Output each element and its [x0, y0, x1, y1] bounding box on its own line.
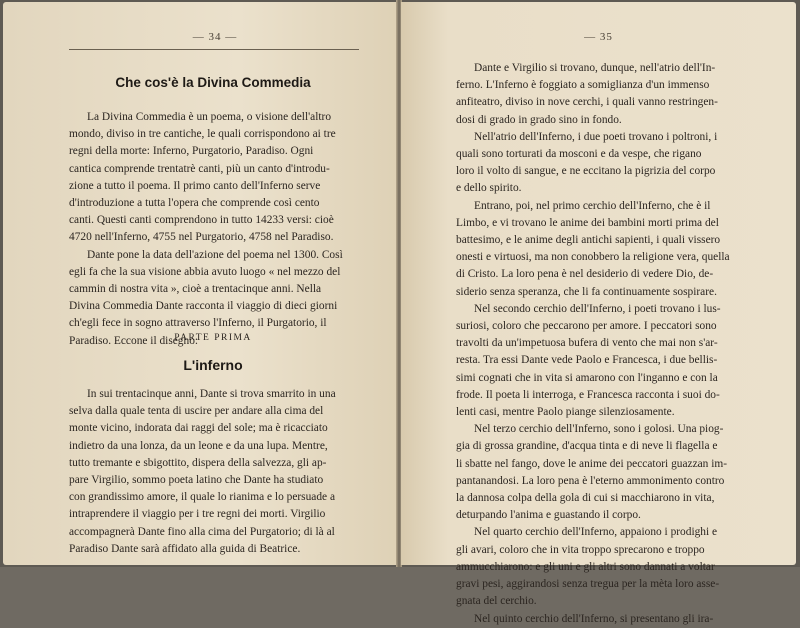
text-line: anfiteatro, diviso in nove cerchi, i quali vanno restringen-: [456, 96, 718, 109]
text-line: gnata del cerchio.: [456, 595, 537, 608]
text-line: regni della morte: Inferno, Purgatorio, Paradiso. Ogni: [69, 145, 314, 158]
text-line: monte vicino, indorata dai raggi del sole; ma è ricacciato: [69, 422, 328, 435]
text-line: con grandissimo amore, il quale lo rianima e lo persuade a: [69, 491, 336, 504]
text-line: la dannosa colpa della gola di cui si macchiarono in vita,: [456, 492, 715, 505]
text-line: resta. Tra essi Dante vede Paolo e Francesca, i due bellis-: [456, 354, 718, 367]
text-line: Nel quinto cerchio dell'Inferno, si presentano gli ira-: [474, 612, 714, 625]
text-line: cantica comprende trentatrè canti, più un canto d'introdu-: [69, 162, 330, 175]
text-line: d'introduzione a tutta l'opera che comprende così cento: [69, 197, 320, 210]
text-line: Nel quarto cerchio dell'Inferno, appaiono i prodighi e: [474, 526, 718, 539]
text-line: gravi pesi, aggirandosi senza tregua per la mèta loro asse-: [456, 578, 720, 591]
text-line: pare Virgilio, sommo poeta latino che Dante ha studiato: [69, 474, 324, 487]
text-line: gli avari, coloro che in vita troppo sprecarono e troppo: [456, 543, 705, 556]
text-line: Divina Commedia Dante racconta il viaggio di dieci giorni: [69, 300, 338, 313]
text-line: di Cristo. La loro pena è nel desiderio di vedere Dio, de-: [456, 268, 714, 281]
text-line: frode. Il poeta li interroga, e Francesca racconta i suoi do-: [456, 388, 720, 401]
text-line: ammucchiarono: e gli uni e gli altri sono dannati a voltar: [456, 560, 715, 573]
text-line: Nel terzo cerchio dell'Inferno, sono i golosi. Una piog-: [474, 423, 724, 436]
text-line: Entrano, poi, nel primo cerchio dell'Inferno, che è il: [474, 199, 711, 212]
text-line: e dello spirito.: [456, 182, 522, 195]
text-line: ferno. L'Inferno è foggiato a somiglianza d'un immenso: [456, 79, 710, 92]
text-line: loro il volto di sangue, e ne eccitano la pigrizia del corpo: [456, 165, 716, 178]
text-line: cammin di nostra vita », cioè a trentacinque anni. Nella: [69, 283, 322, 296]
text-line: egli fa che la sua visione abbia avuto luogo « nel mezzo del: [69, 265, 341, 278]
text-line: lenti casi, mentre Paolo piange silenziosamente.: [456, 406, 675, 419]
text-line: Paradiso Dante sarà affidato alla guida di Beatrice.: [69, 542, 301, 555]
intro-paragraph: [69, 109, 365, 350]
text-line: suriosi, coloro che peccarono per amore. I peccatori sono: [456, 320, 717, 333]
section-label: PARTE PRIMA: [174, 333, 252, 343]
text-line: mondo, diviso in tre cantiche, le quali corrispondono ai tre: [69, 128, 336, 141]
text-line: Nel secondo cerchio dell'Inferno, i poeti trovano i lus-: [474, 302, 721, 315]
text-line: dosi di grado in grado sino in fondo.: [456, 113, 622, 126]
text-line: indietro da una lonza, da un leone e da una lupa. Mentre,: [69, 439, 328, 452]
header-rule: [69, 49, 359, 50]
right-page: [401, 2, 796, 625]
text-line: simi cognati che in vita si amarono con l'inganno e con la: [456, 371, 718, 384]
text-line: gia di grossa grandine, d'acqua tinta e di neve li flagella e: [456, 440, 718, 453]
section-title: L'inferno: [183, 357, 243, 373]
text-line: accompagnerà Dante fino alla cima del Purgatorio; di là al: [69, 525, 335, 538]
inferno-paragraph: [69, 386, 365, 558]
text-line: siderio senza speranza, che li fa continuamente sospirare.: [456, 285, 717, 298]
text-line: Nell'atrio dell'Inferno, i due poeti trovano i poltroni, i: [474, 130, 718, 143]
text-line: intraprendere il viaggio per i tre regni dei morti. Virgilio: [69, 508, 326, 521]
text-line: Paradiso. Eccone il disegno:: [69, 334, 199, 347]
text-line: battesimo, e le anime degli antichi sapienti, i quali vissero: [456, 234, 721, 247]
text-line: deturpando l'anima e guastando il corpo.: [456, 509, 641, 522]
text-line: Dante e Virgilio si trovano, dunque, nell'atrio dell'In-: [474, 62, 716, 74]
text-line: selva dalla quale tenta di uscire per andare alla cima del: [69, 405, 324, 418]
text-line: tutto tremante e sbigottito, dispera della salvezza, gli ap-: [69, 456, 327, 469]
text-line: travolti da un'impetuosa bufera di vento che mai non s'ar-: [456, 337, 718, 350]
text-line: Dante pone la data dell'azione del poema nel 1300. Così: [87, 248, 343, 261]
text-line: onesti e virtuosi, ma non conobbero la religione vera, quella: [456, 251, 730, 264]
left-page: [3, 2, 397, 565]
text-line: La Divina Commedia è un poema, o visione dell'altro: [87, 111, 332, 123]
text-line: In sui trentacinque anni, Dante si trova smarrito in una: [87, 388, 336, 400]
page-number-right: — 35: [584, 31, 613, 43]
text-line: Limbo, e vi trovano le anime dei bambini morti prima del: [456, 216, 719, 229]
text-line: zione a tutto il poema. Il primo canto dell'Inferno serve: [69, 179, 321, 192]
text-line: li sbatte nel fango, dove le anime dei peccatori guazzan im-: [456, 457, 728, 470]
chapter-title: Che cos'è la Divina Commedia: [115, 75, 311, 90]
text-line: ch'egli fece in sogno attraverso l'Inferno, il Purgatorio, il: [69, 317, 327, 330]
text-line: pantanandosi. La loro pena è l'eterno ammonimento contro: [456, 474, 725, 487]
right-page-text: [456, 60, 766, 628]
text-line: quali sono torturati da mosconi e da vespe, che rigano: [456, 148, 702, 161]
page-number-left: — 34 —: [192, 31, 238, 43]
text-line: 4720 nell'Inferno, 4755 nel Purgatorio, 4758 nel Paradiso.: [69, 231, 334, 244]
text-line: canti. Questi canti comprendono in tutto 14233 versi: cioè: [69, 214, 334, 227]
